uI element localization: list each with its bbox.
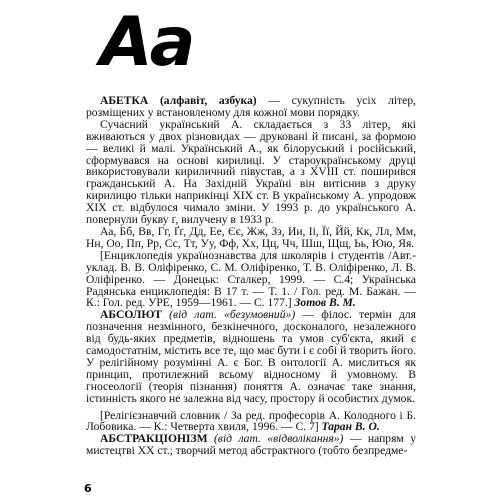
- references: [Релігієзнавчий словник / За ред. професорів А. Колодного і Б. Лобовика. — К.: Четверта хвиля, 1996. — С. 7] Таран В. О.: [86, 408, 416, 434]
- etymology: (від лат. «відволікання»): [214, 432, 344, 446]
- headword: АБЕТКА (алфавіт, азбука): [100, 94, 257, 107]
- references: [Енциклопедія українознавства для школярів і студентів /Авт.-уклад. В. В. Оліфіренко, С. М. Оліфіренко, Т. В. Оліфіренко, Л. В. Оліфіренко. — Донецьк: Сталкер, 1999. — С.4; Українська Радянська енциклопедія: В 17 т. — Т. 1. / Гол. ред. М. Бажан. — К.: Гол. ред. УРЕ, 1959—1961. — С. 177.] Зотов В. М.: [86, 248, 416, 310]
- author: Зотов В. М.: [294, 296, 356, 310]
- etymology: (від лат. «безумовний»): [169, 308, 296, 322]
- page-number: 6: [84, 482, 92, 495]
- letter-heading: Aa: [100, 3, 193, 82]
- definition: — напрям у мистецтві XX ст.; творчий метод абстрактного (тобто безпредме-: [86, 432, 416, 458]
- entry-abetka: [86, 95, 416, 119]
- definition: — філос. термін для позначення незмінного, безкінечного, досконалого, незалежного від будь-яких предметів, відношень та умов суб'єкта, який є самодостатнім, містить все те, що має бути і є собі й творить його. У релігійному розумінні А. є Бог. В онтології А. мислиться як принцип, протилежний всьому відносному й умовному. В гносеології (теорія пізнання) поняття А. означає таке знання, істинність якого не залежна від часу, простору й особистих думок.: [86, 308, 416, 405]
- dictionary-text: [86, 95, 416, 457]
- entry-absolut: [86, 309, 416, 404]
- entry-paragraph: Сучасний український А. складається з 33 літер, які вживаються у двох різновидах — друкованi й писанi, за формою — великі й малі. Український А., як білоруський і російський, сформувався на основі кирилиці. У староукраїнському друці використовували кириличний півустав, а з XVIII ст. поширився гражданський А. На Західній Україні він витіснив з друку кирилицю тільки наприкінці XIX ст. В українському А. упродовж XIX ст. відбулося чимало зміни. У 1993 р. до українського А. повернули букву ґ, вилучену в 1933 р.: [86, 117, 416, 227]
- author: Таран В. О.: [321, 420, 380, 434]
- alphabet-list: Аа, Бб, Вв, Гг, Ґґ, Дд, Ее, Єє, Жж, Зз, Ии, Іі, Її, Йй, Кк, Лл, Мм, Нн, Оо, Пп, Рр, Сс, Тт, Уу, Фф, Хх, Цц, Чч, Шш, Щщ, Ьь, Юю, Яя.: [86, 224, 416, 250]
- headword: АБСТРАКЦІОНІЗМ: [100, 432, 208, 446]
- headword: АБСОЛЮТ: [100, 308, 162, 322]
- definition: — сукупність усіх літер, розміщених у встановленому для кожної мови порядку.: [86, 94, 417, 119]
- entry-abstraktsionizm: [86, 433, 416, 457]
